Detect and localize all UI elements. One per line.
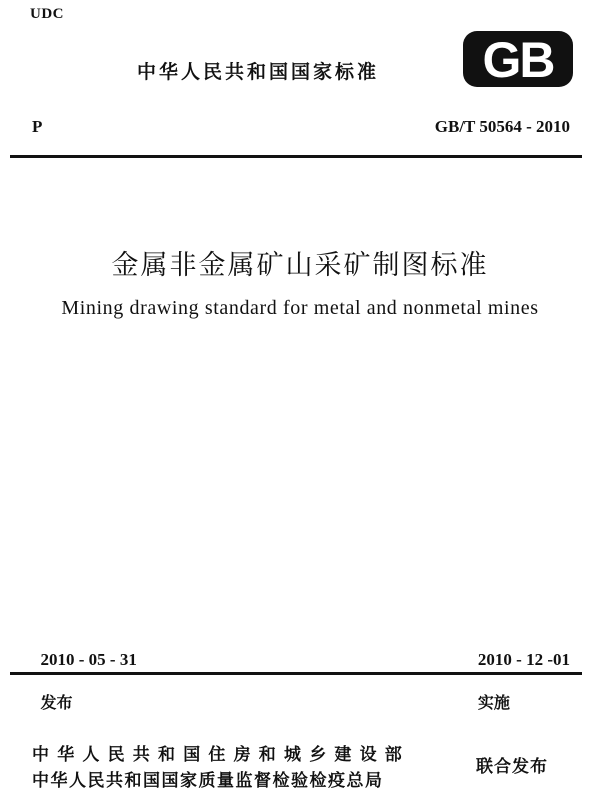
- publish-date: 2010 - 05 - 31: [40, 650, 137, 669]
- implement-date: 2010 - 12 -01: [477, 650, 570, 669]
- issuer-line-2: 中华人民共和国国家质量监督检验检疫总局: [32, 771, 384, 791]
- publish-label: 发布: [40, 693, 73, 712]
- udc-label: UDC: [30, 6, 64, 22]
- standard-number: GB/T 50564 - 2010: [434, 117, 570, 136]
- category-code: P: [32, 117, 43, 136]
- standard-type-heading: 中华人民共和国国家标准: [137, 61, 380, 83]
- issuer-line-1: 中华人民共和国住房和城乡建设部: [32, 745, 410, 765]
- title-english: Mining drawing standard for metal and nonmetal mines: [61, 297, 539, 319]
- gb-logo-text: GB: [482, 32, 554, 88]
- title-chinese: 金属非金属矿山采矿制图标准: [111, 250, 489, 281]
- footer-divider: [10, 672, 582, 675]
- joint-publish-label: 联合发布: [476, 757, 548, 777]
- implement-label: 实施: [477, 693, 510, 712]
- gb-logo: [462, 30, 574, 88]
- header-divider: [10, 155, 582, 158]
